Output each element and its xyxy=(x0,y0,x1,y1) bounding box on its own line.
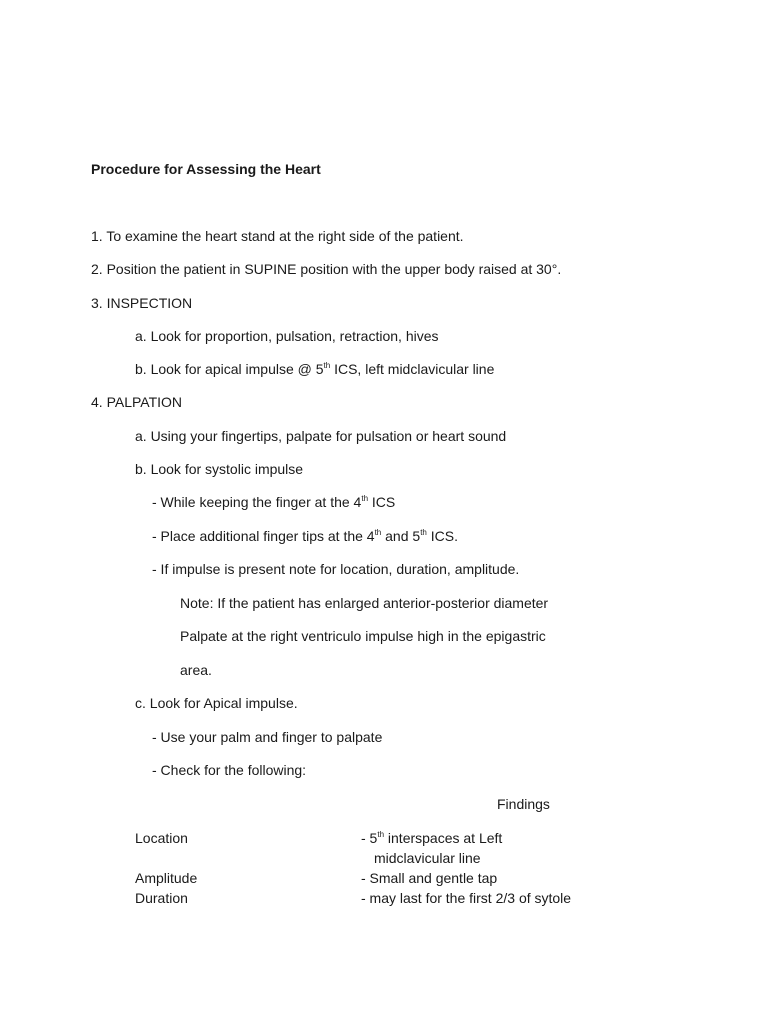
step-2: 2. Position the patient in SUPINE position with the upper body raised at 30°. xyxy=(91,261,562,277)
note-line-3: area. xyxy=(180,662,212,678)
duration-value: - may last for the first 2/3 of sytole xyxy=(361,890,572,906)
step-4c-1: - Use your palm and finger to palpate xyxy=(152,729,383,745)
step-4c-2: - Check for the following: xyxy=(152,762,307,778)
step-3-heading: 3. INSPECTION xyxy=(91,295,193,311)
amplitude-label: Amplitude xyxy=(135,870,198,886)
step-4c: c. Look for Apical impulse. xyxy=(135,695,298,711)
step-4b-1: - While keeping the finger at the 4th ICS xyxy=(152,494,396,510)
step-1: 1. To examine the heart stand at the right side of the patient. xyxy=(91,228,464,244)
step-3a: a. Look for proportion, pulsation, retraction, hives xyxy=(135,328,439,344)
location-label: Location xyxy=(135,830,188,846)
location-value-cont: midclavicular line xyxy=(374,850,481,866)
step-4b-3: - If impulse is present note for location, duration, amplitude. xyxy=(152,561,520,577)
amplitude-value: - Small and gentle tap xyxy=(361,870,498,886)
note-line-2: Palpate at the right ventriculo impulse high in the epigastric xyxy=(180,628,546,644)
step-4b: b. Look for systolic impulse xyxy=(135,461,304,477)
note-line-1: Note: If the patient has enlarged anterior-posterior diameter xyxy=(180,595,549,611)
duration-label: Duration xyxy=(135,890,188,906)
findings-header: Findings xyxy=(497,796,550,812)
step-4b-2: - Place additional finger tips at the 4th and 5th ICS. xyxy=(152,528,458,544)
document-title: Procedure for Assessing the Heart xyxy=(91,161,321,177)
step-4-heading: 4. PALPATION xyxy=(91,394,183,410)
step-3b: b. Look for apical impulse @ 5th ICS, left midclavicular line xyxy=(135,361,495,377)
step-4a: a. Using your fingertips, palpate for pulsation or heart sound xyxy=(135,428,507,444)
location-value: - 5th interspaces at Left xyxy=(361,830,503,846)
